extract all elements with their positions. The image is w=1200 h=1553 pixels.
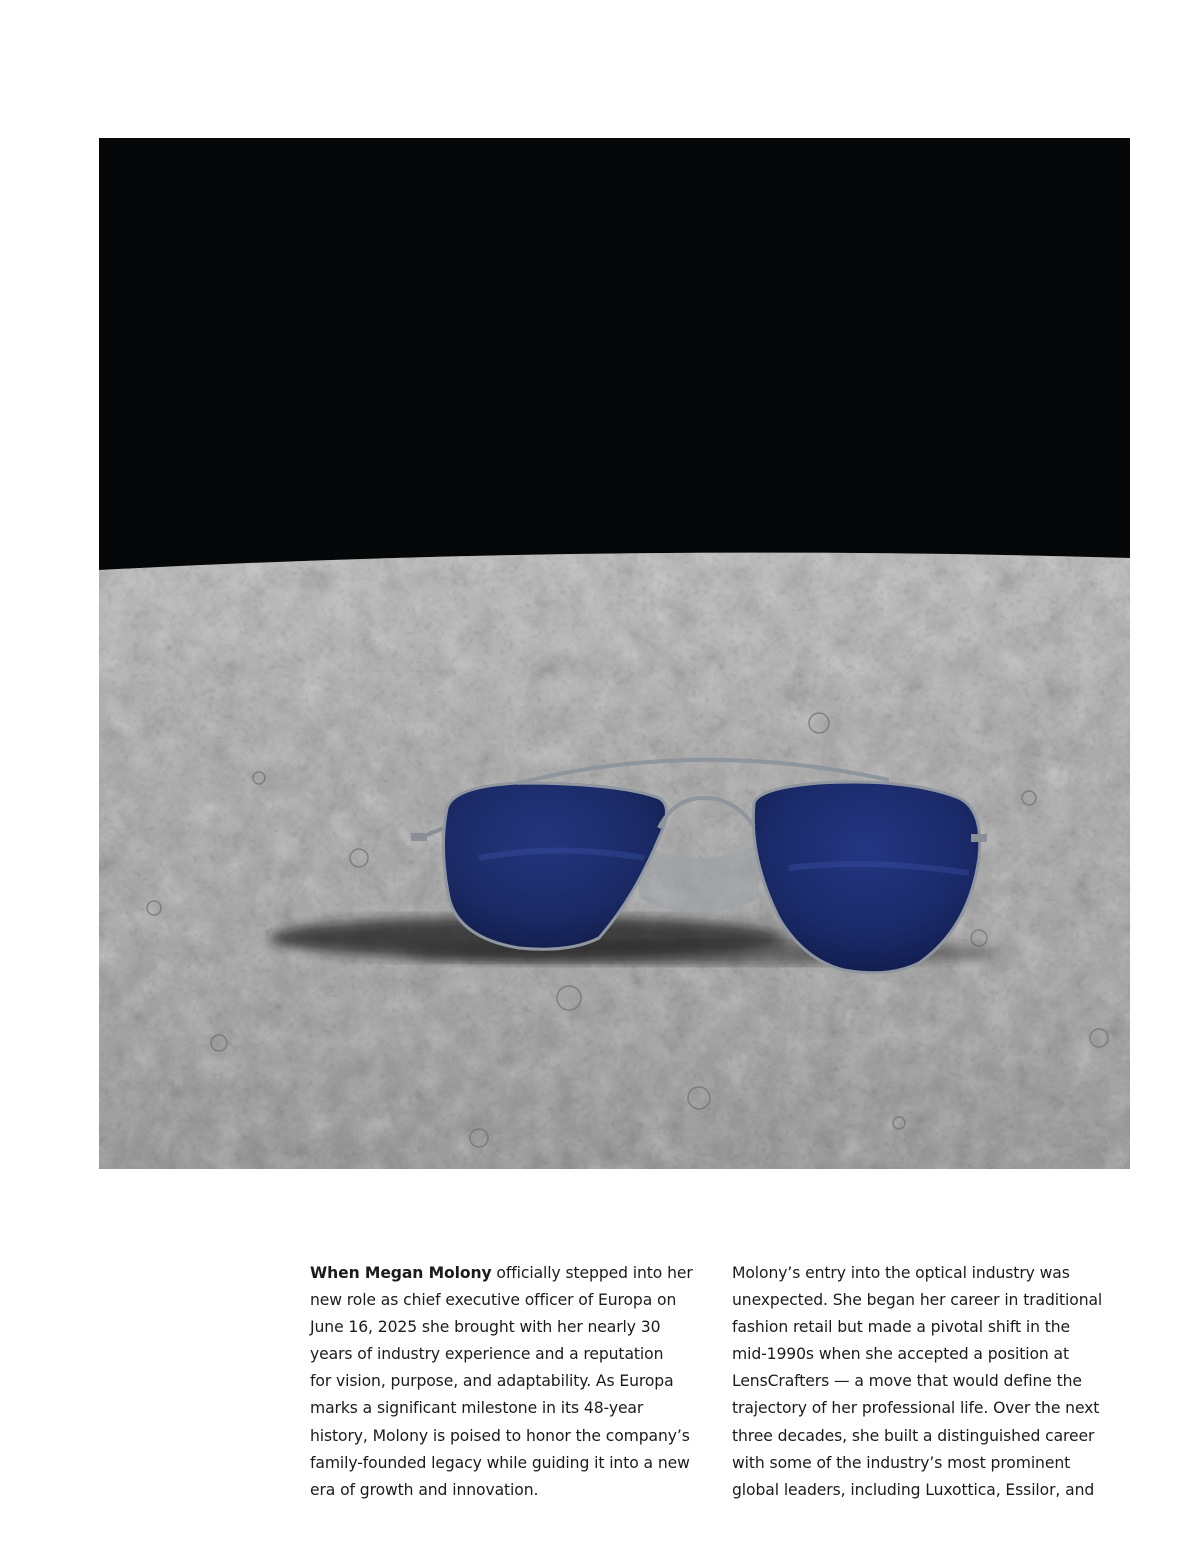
article-line: Molony’s entry into the optical industry was [732,1264,1070,1282]
article-column-left [310,1260,715,1504]
hero-photo [99,138,1130,1169]
sunglasses-on-moon-image [99,138,1130,1169]
article-line: LensCrafters — a move that would define the [732,1372,1082,1391]
article-line: global leaders, including Luxottica, Essilor, and [732,1480,1095,1499]
article-line: marks a significant milestone in its 48-year [310,1399,644,1418]
lead-line-text: officially stepped into her [491,1264,693,1282]
article-line: history, Molony is poised to honor the company’s [310,1426,690,1445]
article-line: new role as chief executive officer of Europa on [310,1291,677,1310]
article-line: three decades, she built a distinguished career [732,1426,1095,1445]
article-line: fashion retail but made a pivotal shift in the [732,1318,1071,1337]
article-line: family-founded legacy while guiding it into a new [310,1453,690,1472]
lead-in: When Megan Molony [310,1264,492,1282]
article-line: trajectory of her professional life. Over the next [732,1399,1100,1418]
article-line: era of growth and innovation. [310,1480,539,1499]
article-line: for vision, purpose, and adaptability. As Europa [310,1372,674,1391]
article-line: unexpected. She began her career in traditional [732,1291,1103,1310]
article-line: with some of the industry’s most prominent [732,1453,1071,1472]
article-line: mid-1990s when she accepted a position at [732,1345,1070,1364]
article-line [310,1260,715,1287]
article-line: June 16, 2025 she brought with her nearly 30 [310,1318,661,1337]
article-line: years of industry experience and a reputation [310,1345,664,1364]
article-column-right [732,1260,1132,1504]
